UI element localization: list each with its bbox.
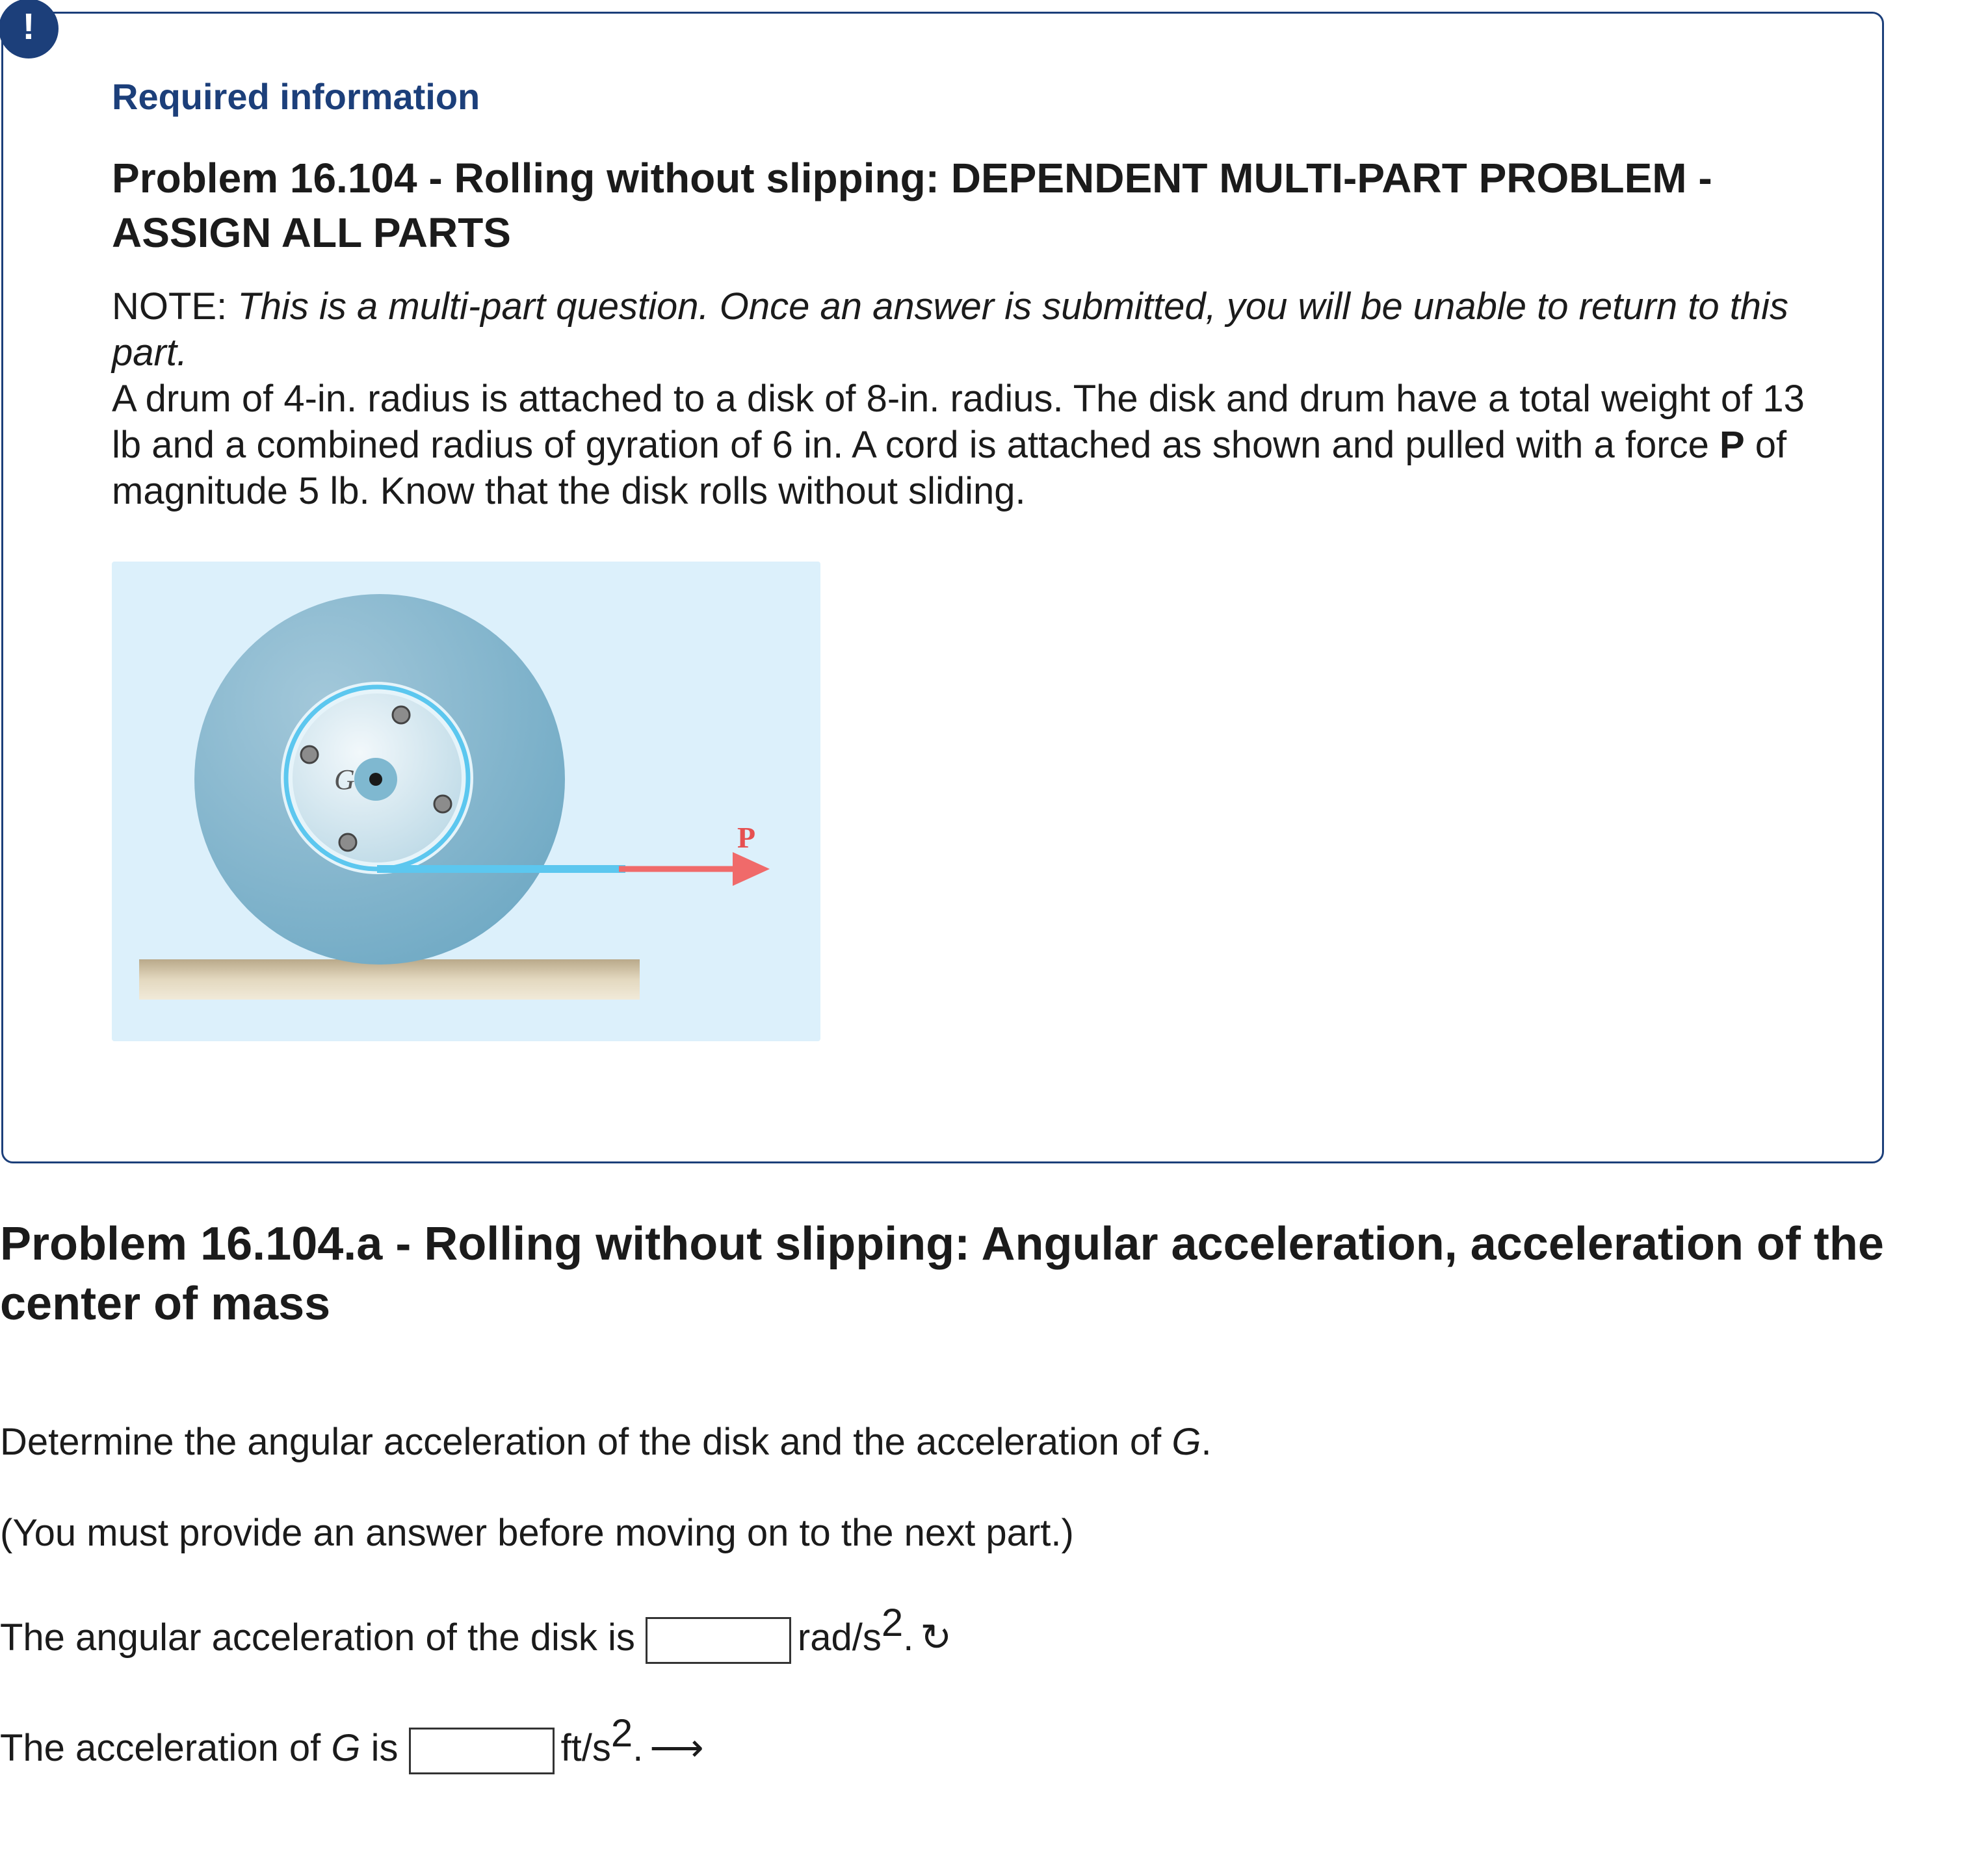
note-label: NOTE: xyxy=(112,285,228,328)
q1-label: The angular acceleration of the disk is xyxy=(0,1616,635,1659)
label-G: G xyxy=(334,764,355,796)
problem-figure xyxy=(112,562,820,1041)
q1-unit-suffix: . xyxy=(903,1616,914,1659)
q2-unit xyxy=(560,1711,644,1769)
bolt xyxy=(301,746,318,763)
description-part2: of magnitude 5 lb. Know that the disk rolls without sliding. xyxy=(112,424,1787,512)
q1-unit-exp: 2 xyxy=(881,1601,904,1644)
center-point xyxy=(369,773,382,786)
alert-icon: ! xyxy=(0,0,59,58)
acceleration-G-input[interactable] xyxy=(409,1728,555,1774)
part-requirement: (You must provide an answer before moving on to the next part.) xyxy=(0,1512,1074,1554)
instruction-var: G xyxy=(1171,1421,1201,1463)
problem-title: Problem 16.104 - Rolling without slipping: DEPENDENT MULTI-PART PROBLEM - ASSIGN ALL PARTS xyxy=(112,155,1712,256)
q1-unit xyxy=(797,1601,914,1659)
q2-label-var: G xyxy=(331,1727,361,1769)
q1-unit-base: rad/s xyxy=(797,1616,882,1659)
required-info-heading: Required information xyxy=(112,76,480,117)
angular-acceleration-input[interactable] xyxy=(646,1617,791,1664)
q2-unit-base: ft/s xyxy=(560,1727,611,1769)
right-arrow-icon: ⟶ xyxy=(649,1727,704,1769)
bolt xyxy=(434,796,451,812)
problem-description xyxy=(112,376,1828,514)
note-text xyxy=(112,283,1828,376)
part-a-title: Problem 16.104.a - Rolling without slipping: Angular acceleration, acceleration of the center of mass xyxy=(0,1218,1884,1330)
q2-label-suffix: is xyxy=(371,1727,399,1769)
force-arrow-head xyxy=(733,852,770,886)
q2-unit-exp: 2 xyxy=(610,1711,633,1755)
q2-label-prefix: The acceleration of xyxy=(0,1727,321,1769)
instruction-suffix: . xyxy=(1201,1421,1212,1463)
question-acceleration-G xyxy=(0,1711,704,1774)
part-instruction xyxy=(0,1419,1212,1465)
bolt xyxy=(339,834,356,851)
clockwise-arrow-icon: ↻ xyxy=(920,1616,952,1659)
force-symbol: P xyxy=(1719,424,1745,466)
description-part1: A drum of 4-in. radius is attached to a disk of 8-in. radius. The disk and drum have a total weight of 13 lb and a combined radius of gyration of 6 in. A cord is attached as shown and pulled with a force xyxy=(112,378,1805,466)
instruction-prefix: Determine the angular acceleration of the disk and the acceleration of xyxy=(0,1421,1162,1463)
note-body: This is a multi-part question. Once an answer is submitted, you will be unable to return to this part. xyxy=(112,285,1788,374)
disk-drum-diagram xyxy=(112,562,820,1041)
ground-surface xyxy=(139,959,640,1000)
q2-unit-suffix: . xyxy=(633,1727,644,1769)
question-angular-acceleration xyxy=(0,1601,952,1664)
bolt xyxy=(393,706,410,723)
label-P: P xyxy=(737,821,756,854)
